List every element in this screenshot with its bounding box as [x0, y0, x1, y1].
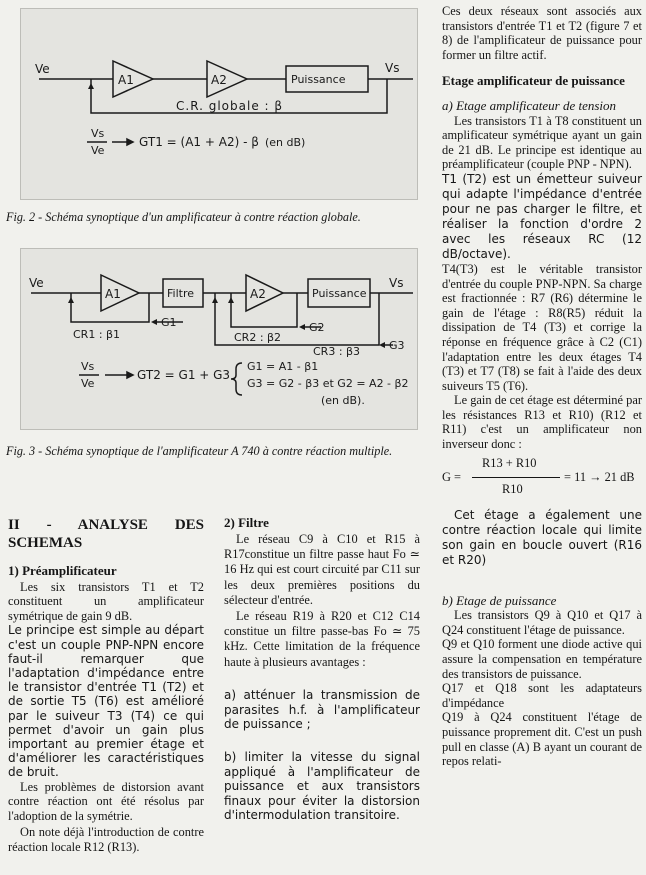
figure-3-caption: Fig. 3 - Schéma synoptique de l'amplificateur A 740 à contre réaction multiple. [6, 444, 393, 458]
fig3-formula-rhs: GT2 = G1 + G3 [137, 368, 231, 382]
fig3-vs-label: Vs [389, 276, 404, 290]
fig3-cr1-label: CR1 : β1 [73, 328, 121, 341]
left-paragraph-3: Les problèmes de distorsion avant contre réaction ont été résolus par l'adoption de la symétrie. [8, 779, 204, 823]
right-paragraph-b2: Q9 et Q10 forment une diode active qui assure la compensation en température des transistors de puissance. [442, 637, 642, 681]
right-paragraph-0: Ces deux réseaux sont associés aux transistors d'entrée T1 et T2 (figure 7 et 8) de l'amplificateur de puissance pour former un filtre actif. [442, 4, 642, 62]
fig2-ve-label: Ve [35, 62, 50, 76]
fig3-g1-label: G1 [161, 316, 177, 329]
mid-paragraph-3: a) atténuer la transmission de parasites h.f. à l'amplificateur de puissance ; [224, 688, 420, 732]
section-heading: II - ANALYSE DES SCHEMAS [8, 517, 204, 551]
left-paragraph-2: Le principe est simple au départ c'est un couple PNP-NPN encore faut-il remarquer que l'adaptation d'impédance entre le transistor d'entrée T1 (T2) et de sortie T5 (T6) est amélioré par le suiveur T3 (T4) ce qui permet d'avoir un gain plus important au premier étage et d'améliorer les caractéristiques de bruit. [8, 623, 204, 780]
mid-paragraph-4: b) limiter la vitesse du signal appliqué à l'amplificateur de puissance et aux transistors finaux pour éviter la distorsion d'intermodulation transitoire. [224, 750, 420, 823]
fig2-formula-rhs: GT1 = (A1 + A2) - β [139, 135, 259, 149]
mid-paragraph-1: Le réseau C9 à C10 et R15 à R17constitue un filtre passe haut Fo ≃ 16 Hz qui est court circuité par C11 sur les deux premières positions du sélecteur d'entrée. [224, 531, 420, 608]
figure-2-svg [21, 9, 417, 199]
right-paragraph-b3: Q17 et Q18 sont les adaptateurs d'impédance [442, 681, 642, 710]
fig2-formula-num: Vs [91, 127, 105, 140]
fig2-cr-globale-label: C.R. globale : β [176, 99, 284, 113]
fig3-a1-label: A1 [105, 287, 121, 301]
fig3-g2-label: G2 [309, 321, 325, 334]
fig3-cr3-label: CR3 : β3 [313, 345, 361, 358]
fig3-formula-den: Ve [81, 377, 95, 390]
fig3-formula-line1: G1 = A1 - β1 [247, 360, 319, 373]
left-paragraph-1: Les six transistors T1 et T2 constituent un amplificateur symétrique de gain 9 dB. [8, 579, 204, 623]
fig3-puissance-label: Puissance [312, 287, 367, 300]
fig3-a2-label: A2 [250, 287, 266, 301]
left-column [8, 516, 204, 855]
fig3-formula-num: Vs [81, 360, 95, 373]
middle-column [224, 516, 420, 823]
subheading-preamplificateur: 1) Préamplificateur [8, 563, 117, 578]
right-column [442, 4, 642, 769]
right-paragraph-b4: Q19 à Q24 constituent l'étage de puissance proprement dit. C'est un push pull en classe (A) B ayant un courant de repos relati- [442, 710, 642, 769]
equation-rhs: = 11 → 21 dB [564, 469, 635, 484]
fig2-puissance-label: Puissance [291, 73, 346, 86]
figure-3-diagram [20, 248, 418, 430]
right-paragraph-a1: Les transistors T1 à T8 constituent un amplificateur symétrique ayant un gain de 21 dB. Le principe est identique au préamplificateur (couple PNP - NPN). [442, 113, 642, 172]
fig2-formula-den: Ve [91, 144, 105, 157]
right-paragraph-a4: Le gain de cet étage est déterminé par les résistances R13 et R10) (R12 et R11) c'est un amplificateur non inverseur donc : [442, 393, 642, 452]
heading-etage-amplificateur: Etage amplificateur de puissance [442, 73, 625, 89]
subheading-filtre: 2) Filtre [224, 515, 269, 530]
equation-denominator: R10 [502, 481, 523, 496]
right-paragraph-a3: T4(T3) est le véritable transistor d'entrée du couple PNP-NPN. Sa charge est fractionnée : R7 (R6) détermine le gain de l'étage : R8(R5) réduit la dissipation de T4 (T3) et corrige la réponse en fréquence grâce à C2 (C1) l'adaptation entre les deux étages T4 (T3) et T7 (T8) se fait à l'aide des deux suiveurs T5 (T6). [442, 261, 642, 393]
gain-equation [442, 456, 642, 504]
fig2-a2-label: A2 [211, 73, 227, 87]
fig3-formula-line2: G3 = G2 - β3 et G2 = A2 - β2 [247, 377, 409, 390]
fig3-g3-label: G3 [389, 339, 405, 352]
fig2-formula-unit: (en dB) [265, 136, 306, 149]
right-paragraph-b1: Les transistors Q9 à Q10 et Q17 à Q24 constituent l'étage de puissance. [442, 608, 642, 637]
fig2-a1-label: A1 [118, 73, 134, 87]
fig3-filtre-label: Filtre [167, 287, 195, 300]
subheading-etage-puissance: b) Etage de puissance [442, 592, 557, 608]
right-paragraph-a2: T1 (T2) est un émetteur suiveur qui adapte l'impédance d'entrée pour ne pas charger le filtre, et réaliser la fonction d'ordre 2 avec les réseaux RC (12 dB/octave). [442, 171, 642, 261]
fig3-cr2-label: CR2 : β2 [234, 331, 282, 344]
left-paragraph-4: On note déjà l'introduction de contre réaction locale R12 (R13). [8, 825, 204, 854]
fig2-vs-label: Vs [385, 61, 400, 75]
right-paragraph-a5: Cet étage a également une contre réaction locale qui limite son gain en boucle ouvert (R16 et R20) [442, 507, 642, 567]
fig3-formula-unit: (en dB). [321, 394, 365, 407]
mid-paragraph-2: Le réseau R19 à R20 et C12 C14 constitue un filtre passe-bas Fo ≃ 75 kHz. Cette limitation de la fréquence haute à plusieurs avantages : [224, 608, 420, 669]
equation-lhs: G = [442, 469, 462, 484]
figure-2-diagram [20, 8, 418, 200]
equation-fraction-bar [472, 477, 560, 478]
figure-3-svg [21, 249, 417, 429]
equation-numerator: R13 + R10 [482, 455, 537, 470]
figure-2-caption: Fig. 2 - Schéma synoptique d'un amplificateur à contre réaction globale. [6, 210, 361, 224]
subheading-etage-tension: a) Etage amplificateur de tension [442, 97, 617, 113]
fig3-ve-label: Ve [29, 276, 44, 290]
